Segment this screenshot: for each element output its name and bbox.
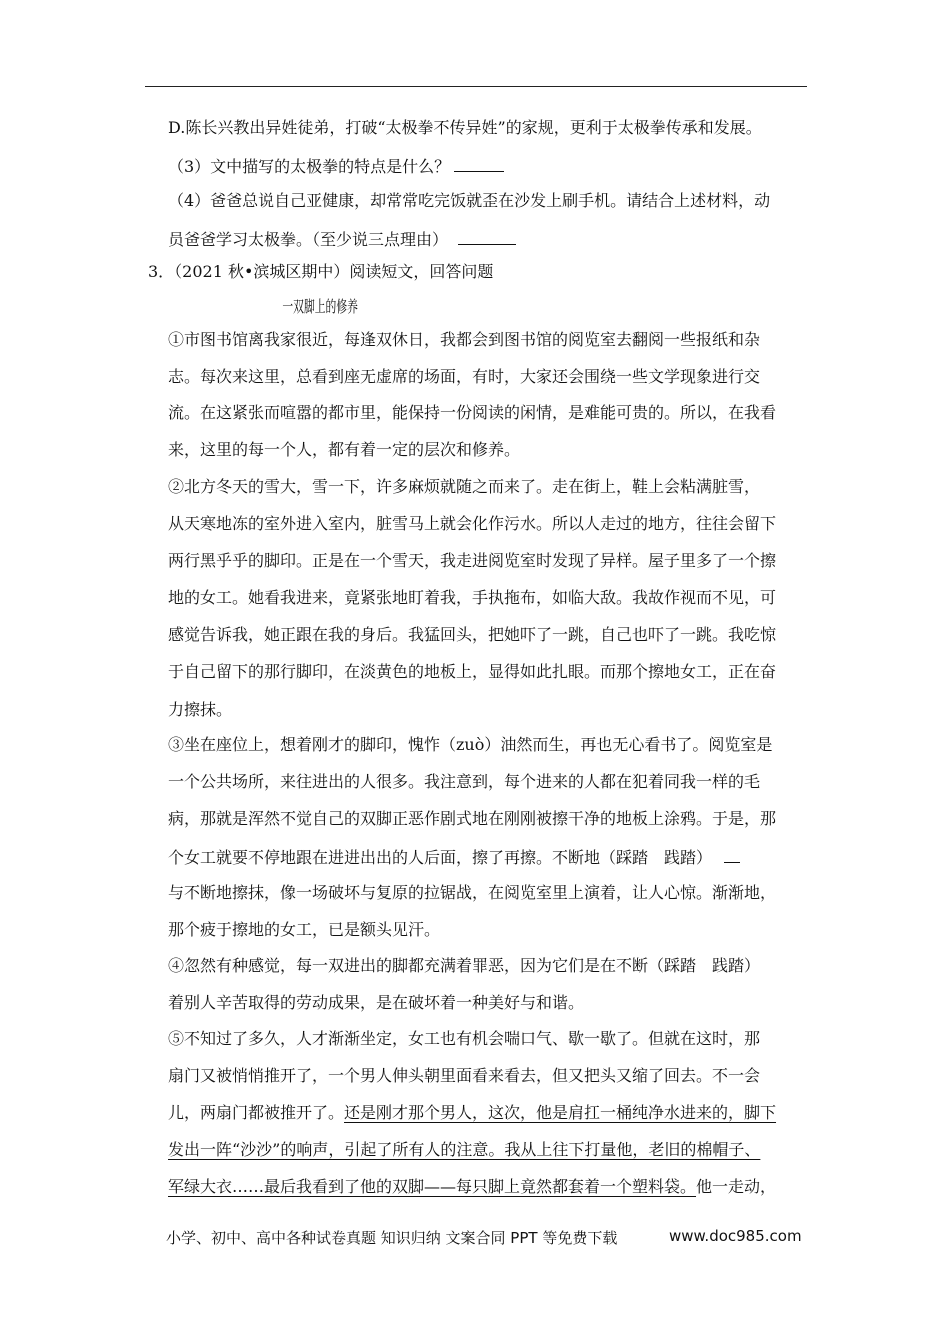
paragraph-line: 地的女工。她看我进来，竟紧张地盯着我，手执拖布，如临大敌。我故作视而不见，可	[168, 588, 777, 607]
underlined-text: 军绿大衣……最后我看到了他的双脚——每只脚上竟然都套着一个塑料袋。	[168, 1177, 697, 1196]
paragraph-line: 从天寒地冻的室外进入室内，脏雪马上就会化作污水。所以人走过的地方，往往会留下	[168, 514, 777, 533]
question-3	[168, 155, 504, 177]
paragraph-line: 一个公共场所，来往进出的人很多。我注意到，每个进来的人都在犯着同我一样的毛	[168, 772, 761, 791]
paragraph-line: ②北方冬天的雪大，雪一下，许多麻烦就随之而来了。走在街上，鞋上会粘满脏雪，	[168, 477, 761, 496]
option-d: D.陈长兴教出异姓徒弟，打破“太极拳不传异姓”的家规，更利于太极拳传承和发展。	[168, 118, 762, 137]
paragraph-line: 病，那就是浑然不觉自己的双脚正恶作剧式地在刚刚被擦干净的地板上涂鸦。于是，那	[168, 809, 777, 828]
footer-promo: 小学、初中、高中各种试卷真题 知识归纳 文案合同 PPT 等免费下载	[166, 1229, 618, 1247]
paragraph-line	[168, 846, 740, 868]
article-title: 一双脚上的修养	[282, 297, 358, 316]
paragraph-line: ⑤不知过了多久，人才渐渐坐定，女工也有机会喘口气、歇一歇了。但就在这时，那	[168, 1029, 761, 1048]
paragraph-line: 扇门又被悄悄推开了，一个男人伸头朝里面看来看去，但又把头又缩了回去。不一会	[168, 1066, 761, 1085]
header-rule	[145, 86, 807, 87]
paragraph-line: ④忽然有种感觉，每一双进出的脚都充满着罪恶，因为它们是在不断（踩踏 践踏）	[168, 956, 761, 975]
question-3-text: （3）文中描写的太极拳的特点是什么？	[168, 157, 451, 176]
paragraph-line: 志。每次来这里，总看到座无虚席的场面，有时，大家还会围绕一些文学现象进行交	[168, 367, 761, 386]
question-4-line2	[168, 228, 516, 250]
answer-blank[interactable]	[724, 846, 740, 863]
paragraph-line: ③坐在座位上，想着刚才的脚印，愧怍（zuò）油然而生，再也无心看书了。阅览室是	[168, 735, 773, 754]
paragraph-text: 儿，两扇门都被推开了。	[168, 1103, 345, 1122]
underlined-text: 还是刚才那个男人，这次，他是肩扛一桶纯净水进来的，脚下	[344, 1103, 777, 1122]
paragraph-line: 力擦抹。	[168, 700, 233, 719]
paragraph-line: 于自己留下的那行脚印，在淡黄色的地板上，显得如此扎眼。而那个擦地女工，正在奋	[168, 662, 777, 681]
paragraph-line	[168, 1103, 776, 1123]
answer-blank[interactable]	[454, 155, 504, 172]
paragraph-line: ①市图书馆离我家很近，每逢双休日，我都会到图书馆的阅览室去翻阅一些报纸和杂	[168, 330, 761, 349]
paragraph-text: 个女工就要不停地跟在进进出出的人后面，擦了再擦。不断地（踩踏 践踏）	[168, 848, 713, 867]
paragraph-line: 流。在这紧张而喧嚣的都市里，能保持一份阅读的闲情，是难能可贵的。所以，在我看	[168, 403, 777, 422]
answer-blank[interactable]	[458, 228, 516, 245]
paragraph-text: 他一走动，	[696, 1177, 777, 1196]
underlined-line: 发出一阵“沙沙”的响声，引起了所有人的注意。我从上往下打量他，老旧的棉帽子、	[168, 1140, 761, 1159]
paragraph-line: 那个疲于擦地的女工，已是额头见汗。	[168, 920, 441, 939]
question-header: 3．（2021 秋•滨城区期中）阅读短文，回答问题	[148, 262, 494, 281]
paragraph-line	[168, 1177, 776, 1197]
paragraph-line: 着别人辛苦取得的劳动成果，是在破坏着一种美好与和谐。	[168, 993, 585, 1012]
question-4-text: 员爸爸学习太极拳。（至少说三点理由）	[168, 230, 449, 249]
paragraph-line: 感觉告诉我，她正跟在我的身后。我猛回头，把她吓了一跳，自己也吓了一跳。我吃惊	[168, 625, 777, 644]
footer-url[interactable]: www.doc985.com	[669, 1227, 802, 1245]
paragraph-line: 与不断地擦抹，像一场破坏与复原的拉锯战，在阅览室里上演着，让人心惊。渐渐地，	[168, 883, 777, 902]
paragraph-line: 来，这里的每一个人，都有着一定的层次和修养。	[168, 440, 521, 459]
question-4-line1: （4）爸爸总说自己亚健康，却常常吃完饭就歪在沙发上刷手机。请结合上述材料，动	[168, 191, 771, 210]
paragraph-line: 两行黑乎乎的脚印。正是在一个雪天，我走进阅览室时发现了异样。屋子里多了一个擦	[168, 551, 777, 570]
